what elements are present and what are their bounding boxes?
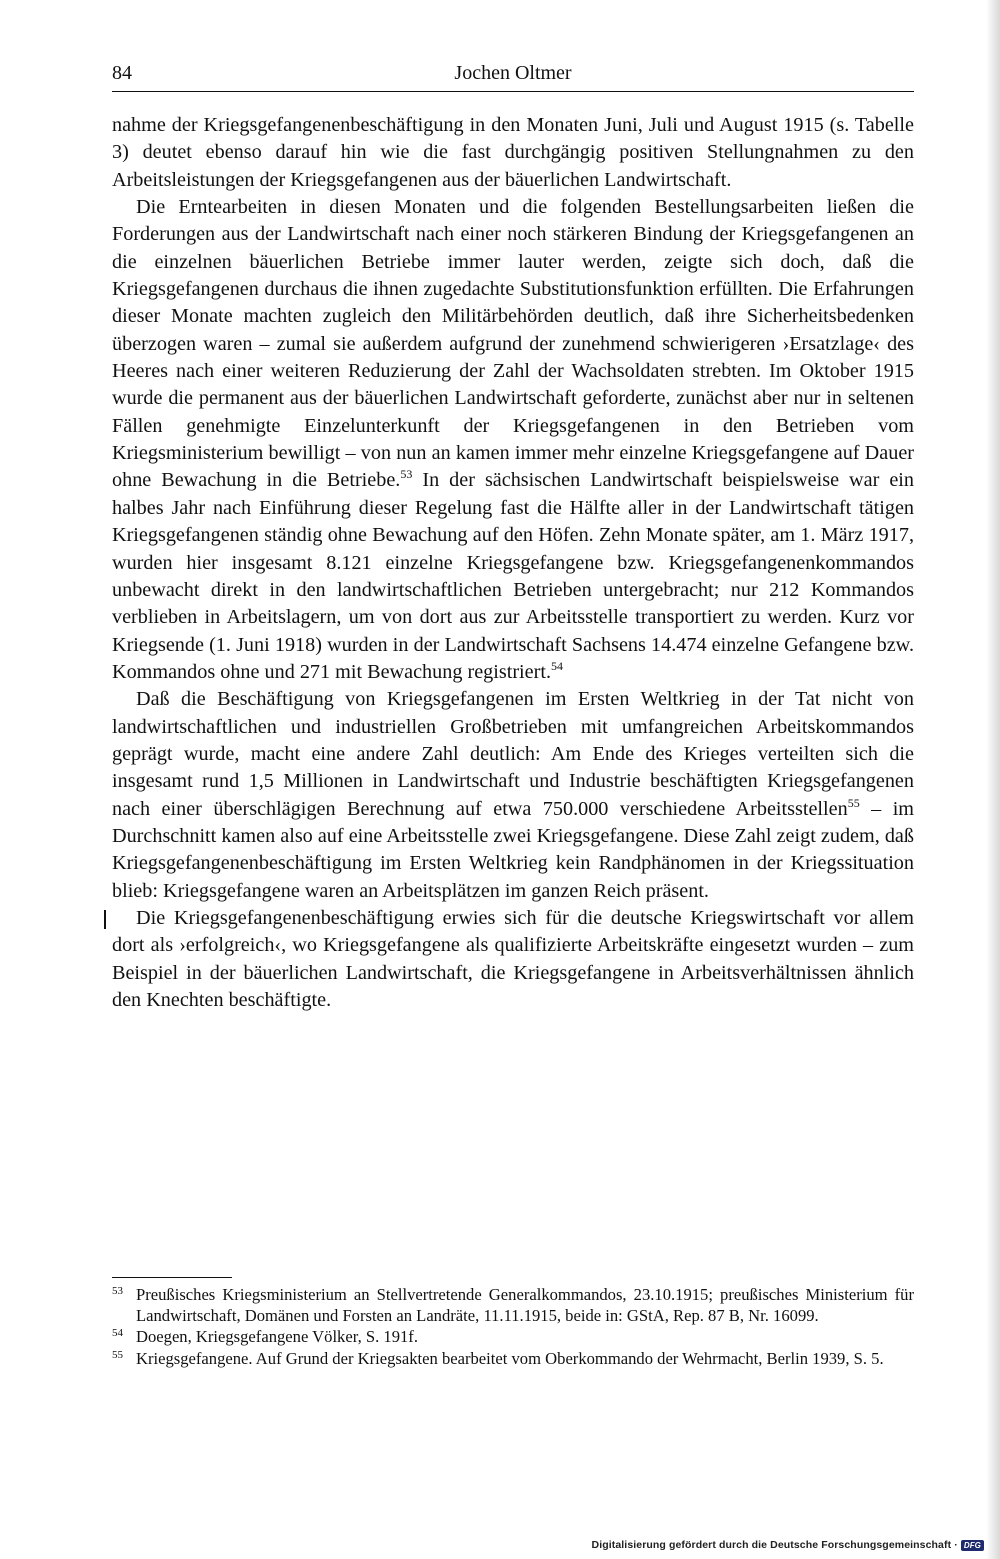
paragraph-2 bbox=[112, 194, 914, 686]
paragraph-2-part-1: Die Erntearbeiten in diesen Monaten und die folgenden Bestellungsarbeiten ließen die Forderungen aus der Landwirtschaft nach einer noch stärkeren Bindung der Kriegsgefangenen an die einzelnen bäuerlichen Betriebe immer lauter werden, zeigte sich doch, daß die Kriegsgefangenen durchaus die ihnen zugedachte Substitutionsfunktion erfüllten. Die Erfahrungen dieser Monate machten zugleich den Militärbehörden deutlich, daß ihre Sicherheitsbedenken überzogen waren – zumal sie außerdem aufgrund der zunehmend schwierigeren ›Ersatzlage‹ des Heeres nach einer weiteren Reduzierung der Zahl der Wachsoldaten strebten. Im Oktober 1915 wurde die permanent aus der bäuerlichen Landwirtschaft geforderte, zunächst aber nur in seltenen Fällen genehmigte Einzelunterkunft der Kriegsgefangenen in den Betrieben vom Kriegsministerium bewilligt – von nun an kamen immer mehr einzelne Kriegsgefangene auf Dauer ohne Bewachung in die Betriebe. bbox=[112, 196, 914, 492]
footnote-55 bbox=[112, 1348, 914, 1369]
header-rule bbox=[112, 91, 914, 92]
running-head: Jochen Oltmer bbox=[454, 62, 572, 84]
footnote-text: Preußisches Kriegsministerium an Stellvertretende Generalkommandos, 23.10.1915; preußisches Ministerium für Landwirtschaft, Domänen und Forsten an Landräte, 11.11.1915, beide in: GStA, Rep. 87 B, Nr. 16099. bbox=[136, 1285, 914, 1326]
footnote-number: 55 bbox=[112, 1348, 123, 1361]
paragraph-3-part-1: Daß die Beschäftigung von Kriegsgefangenen im Ersten Weltkrieg in der Tat nicht von landwirtschaftlichen und industriellen Großbetrieben mit umfangreichen Arbeitskommandos geprägt wurde, macht eine andere Zahl deutlich: Am Ende des Krieges verteilten sich die insgesamt rund 1,5 Millionen in Landwirtschaft und Industrie beschäftigten Kriegsgefangenen nach einer überschlägigen Berechnung auf etwa 750.000 verschiedene Arbeitsstellen bbox=[112, 688, 914, 820]
paragraph-4-text: Die Kriegsgefangenenbeschäftigung erwies sich für die deutsche Kriegswirtschaft vor allem dort als ›erfolgreich‹, wo Kriegsgefangene als qualifizierte Arbeitskräfte eingesetzt wurden – zum Beispiel in der bäuerlichen Landwirtschaft, die Kriegsgefangene in Arbeitsverhältnissen ähnlich den Knechten beschäftigte. bbox=[112, 906, 914, 1011]
footnote-53 bbox=[112, 1284, 914, 1326]
footnote-text: Doegen, Kriegsgefangene Völker, S. 191f. bbox=[136, 1327, 418, 1347]
body-text bbox=[112, 112, 914, 1014]
footnote-ref-54[interactable]: 54 bbox=[551, 658, 563, 673]
footnote-ref-55[interactable]: 55 bbox=[847, 795, 860, 810]
page-header bbox=[112, 58, 914, 90]
digitization-credit bbox=[592, 1539, 984, 1551]
footnote-number: 54 bbox=[112, 1327, 123, 1340]
paragraph-2-part-2: In der sächsischen Landwirtschaft beispielsweise war ein halbes Jahr nach Einführung dieser Regelung fast die Hälfte aller in der Landwirtschaft tätigen Kriegsgefangenen ständig ohne Bewachung auf den Höfen. Zehn Monate später, am 1. März 1917, wurden hier insgesamt 8.121 einzelne Kriegsgefangene bzw. Kriegsgefangenenkommandos unbewacht direkt in den landwirtschaftlichen Betrieben untergebracht; nur 212 Kommandos verblieben in Arbeitslagern, um von dort aus zur Arbeitsstelle transportiert zu werden. Kurz vor Kriegsende (1. Juni 1918) wurden in der Landwirtschaft Sachsens 14.474 einzelne Gefangene bzw. Kommandos ohne und 271 mit Bewachung registriert. bbox=[112, 469, 914, 683]
footnotes bbox=[112, 1284, 914, 1369]
paragraph-1: nahme der Kriegsgefangenenbeschäftigung in den Monaten Juni, Juli und August 1915 (s. Tabelle 3) deutet ebenso darauf hin wie die fast durchgängig positiven Stellungnahmen zu den Arbeitsleistungen der Kriegsgefangenen aus der bäuerlichen Landwirtschaft. bbox=[112, 114, 914, 191]
paragraph-4 bbox=[112, 905, 914, 1014]
footnote-54 bbox=[112, 1326, 914, 1347]
page-edge-shadow bbox=[986, 0, 1000, 1559]
footnote-number: 53 bbox=[112, 1285, 123, 1297]
margin-mark bbox=[104, 910, 106, 929]
dfg-logo-icon: DFG bbox=[961, 1540, 984, 1551]
footnote-ref-53[interactable]: 53 bbox=[400, 467, 413, 482]
footnote-text: Kriegsgefangene. Auf Grund der Kriegsakten bearbeitet vom Oberkommando der Wehrmacht, Berlin 1939, S. 5. bbox=[136, 1348, 884, 1368]
credit-text: Digitalisierung gefördert durch die Deutsche Forschungsgemeinschaft · bbox=[591, 1539, 958, 1551]
paragraph-3-part-2: – im Durchschnitt kamen also auf eine Arbeitsstelle zwei Kriegsgefangene. Diese Zahl zeigt zudem, daß Kriegsgefangenenbeschäftigung im Ersten Weltkrieg kein Randphänomen in der Kriegssituation blieb: Kriegsgefangene waren an Arbeitsplätzen im ganzen Reich präsent. bbox=[112, 797, 914, 902]
paragraph-3 bbox=[112, 686, 914, 905]
page-number: 84 bbox=[112, 62, 132, 84]
footnote-rule bbox=[112, 1277, 232, 1278]
